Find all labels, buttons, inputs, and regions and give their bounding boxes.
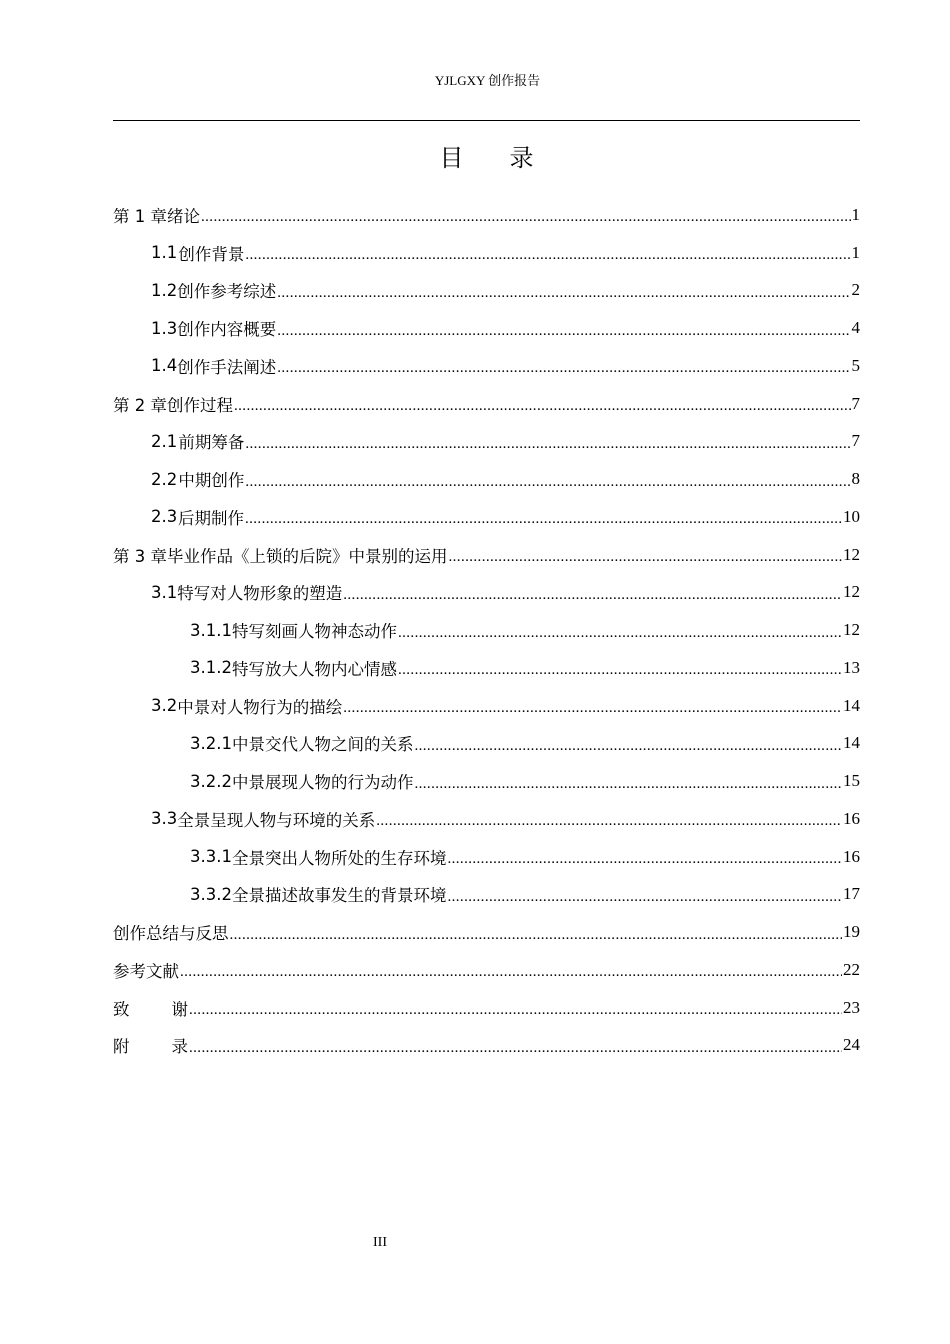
toc-entry-label: 创作过程 [167, 395, 233, 415]
page-number: III [373, 1235, 387, 1250]
toc-entry-number: 3.3.2 [190, 884, 232, 904]
toc-entry-page: 13 [843, 657, 860, 677]
toc-entry-summary[interactable] [113, 913, 860, 951]
toc-entry-label: 创作内容概要 [177, 320, 277, 340]
toc-entry-3-2[interactable] [113, 687, 860, 725]
toc-entry-page: 16 [843, 846, 860, 866]
toc-entry-2-1[interactable] [113, 423, 860, 461]
toc-entry-label-char: 致 [113, 999, 130, 1019]
toc-leader-dots [414, 776, 842, 793]
toc-entry-number: 2.2 [151, 469, 178, 489]
toc-entry-label: 创作总结与反思 [113, 924, 229, 944]
toc-leader-dots [245, 436, 850, 453]
toc-entry-3-1-1[interactable] [113, 611, 860, 649]
toc-leader-dots [277, 360, 850, 377]
toc-entry-label: 特写放大人物内心情感 [231, 659, 397, 679]
toc-entry-2-2[interactable] [113, 460, 860, 498]
toc-entry-page: 24 [843, 1035, 860, 1055]
toc-entry-page: 5 [851, 355, 860, 375]
toc-entry-label: 中景交代人物之间的关系 [231, 735, 414, 755]
toc-entry-3-3[interactable] [113, 800, 860, 838]
toc-entry-page: 12 [843, 544, 860, 564]
toc-entry-label: 创作手法阐述 [177, 357, 277, 377]
toc-entry-number: 2.3 [151, 507, 178, 527]
toc-entry-label: 创作参考综述 [177, 282, 277, 302]
toc-entry-chapter-1[interactable] [113, 196, 860, 234]
toc-entry-page: 12 [843, 582, 860, 602]
toc-entry-label-char: 录 [171, 1037, 188, 1057]
toc-entry-page: 8 [851, 469, 860, 489]
toc-entry-label: 全景突出人物所处的生存环境 [231, 848, 447, 868]
toc-leader-dots [277, 323, 850, 340]
toc-entry-label: 参考文献 [113, 961, 179, 981]
toc-entry-1-3[interactable] [113, 309, 860, 347]
toc-leader-dots [277, 285, 850, 302]
toc-entry-label-char: 谢 [171, 999, 188, 1019]
toc-entry-page: 15 [843, 771, 860, 791]
toc-entry-page: 4 [851, 318, 860, 338]
toc-leader-dots [398, 662, 842, 679]
header-rule [113, 120, 860, 121]
toc-entry-label: 特写对人物形象的塑造 [177, 584, 343, 604]
toc-entry-page: 17 [843, 884, 860, 904]
toc-entry-page: 14 [843, 733, 860, 753]
toc-leader-dots [343, 587, 842, 604]
toc-entry-3-3-2[interactable] [113, 876, 860, 914]
toc-entry-3-1[interactable] [113, 574, 860, 612]
toc-entry-1-4[interactable] [113, 347, 860, 385]
toc-entry-number: 第 2 章 [113, 395, 167, 415]
toc-entry-number: 3.2.2 [190, 771, 232, 791]
toc-entry-label: 全景描述故事发生的背景环境 [231, 886, 447, 906]
toc-leader-dots [449, 549, 843, 566]
toc-entry-number: 第 3 章 [113, 546, 167, 566]
toc-leader-dots [180, 964, 842, 981]
toc-entry-number: 3.3.1 [190, 847, 232, 867]
toc-entry-label: 中景展现人物的行为动作 [231, 773, 414, 793]
toc-entry-2-3[interactable] [113, 498, 860, 536]
toc-entry-page: 1 [851, 204, 860, 224]
toc-leader-dots [189, 1040, 842, 1057]
toc-entry-number: 3.3 [151, 809, 178, 829]
toc-entry-label: 全景呈现人物与环境的关系 [177, 810, 376, 830]
toc-entry-label: 绪论 [167, 206, 200, 226]
toc-leader-dots [234, 398, 851, 415]
toc-entry-page: 1 [851, 242, 860, 262]
toc-entry-1-1[interactable] [113, 234, 860, 272]
toc-entry-label: 创作背景 [178, 244, 245, 264]
toc-entry-label: 毕业作品《上锁的后院》中景别的运用 [167, 546, 448, 566]
toc-entry-number: 3.2 [151, 696, 178, 716]
toc-entry-page: 7 [851, 393, 860, 413]
toc-leader-dots [245, 474, 850, 491]
toc-entry-number: 3.1 [151, 582, 178, 602]
toc-entry-3-3-1[interactable] [113, 838, 860, 876]
toc-leader-dots [447, 889, 842, 906]
toc-leader-dots [447, 851, 842, 868]
toc-entry-3-2-1[interactable] [113, 725, 860, 763]
toc-leader-dots [245, 247, 850, 264]
toc-entry-page: 14 [843, 695, 860, 715]
toc-entry-label: 中期创作 [178, 471, 245, 491]
toc-leader-dots [201, 209, 851, 226]
toc-leader-dots [398, 625, 842, 642]
toc-leader-dots [414, 738, 842, 755]
toc-entry-appendix[interactable] [113, 1027, 860, 1065]
toc-entry-page: 23 [843, 997, 860, 1017]
toc-entry-number: 3.2.1 [190, 733, 232, 753]
toc-title-char-1: 目 [439, 144, 466, 172]
toc-entry-number: 1.3 [151, 318, 178, 338]
toc-entry-number: 2.1 [151, 431, 178, 451]
toc-entry-page: 22 [843, 959, 860, 979]
toc-entry-label: 特写刻画人物神态动作 [231, 622, 397, 642]
toc-entry-acknowledgements[interactable] [113, 989, 860, 1027]
toc-entry-page: 19 [843, 922, 860, 942]
toc-entry-number: 1.4 [151, 356, 178, 376]
toc-entry-number: 第 1 章 [113, 206, 167, 226]
toc-title [0, 138, 950, 173]
toc-entry-label [113, 1033, 188, 1057]
toc-entry-number: 1.2 [151, 280, 178, 300]
toc-entry-chapter-3[interactable] [113, 536, 860, 574]
toc-entry-label [113, 996, 188, 1020]
toc-title-char-2: 录 [509, 144, 536, 172]
toc-entry-page: 2 [851, 280, 860, 300]
toc-leader-dots [230, 927, 843, 944]
toc-entry-page: 16 [843, 808, 860, 828]
table-of-contents [113, 196, 860, 1064]
page-header: YJLGXY 创作报告 [434, 73, 541, 88]
toc-entry-label-char: 附 [113, 1037, 130, 1057]
toc-leader-dots [245, 511, 842, 528]
toc-entry-3-1-2[interactable] [113, 649, 860, 687]
toc-entry-chapter-2[interactable] [113, 385, 860, 423]
toc-entry-references[interactable] [113, 951, 860, 989]
toc-entry-number: 3.1.1 [190, 620, 232, 640]
toc-entry-1-2[interactable] [113, 272, 860, 310]
toc-entry-number: 1.1 [151, 243, 178, 263]
toc-leader-dots [376, 813, 842, 830]
toc-entry-page: 7 [851, 431, 860, 451]
toc-entry-page: 10 [843, 506, 860, 526]
toc-entry-page: 12 [843, 620, 860, 640]
toc-entry-3-2-2[interactable] [113, 762, 860, 800]
toc-entry-number: 3.1.2 [190, 658, 232, 678]
toc-entry-label: 中景对人物行为的描绘 [177, 697, 343, 717]
toc-leader-dots [343, 700, 842, 717]
toc-entry-label: 前期筹备 [178, 433, 245, 453]
toc-entry-label: 后期制作 [177, 508, 244, 528]
toc-leader-dots [189, 1002, 842, 1019]
